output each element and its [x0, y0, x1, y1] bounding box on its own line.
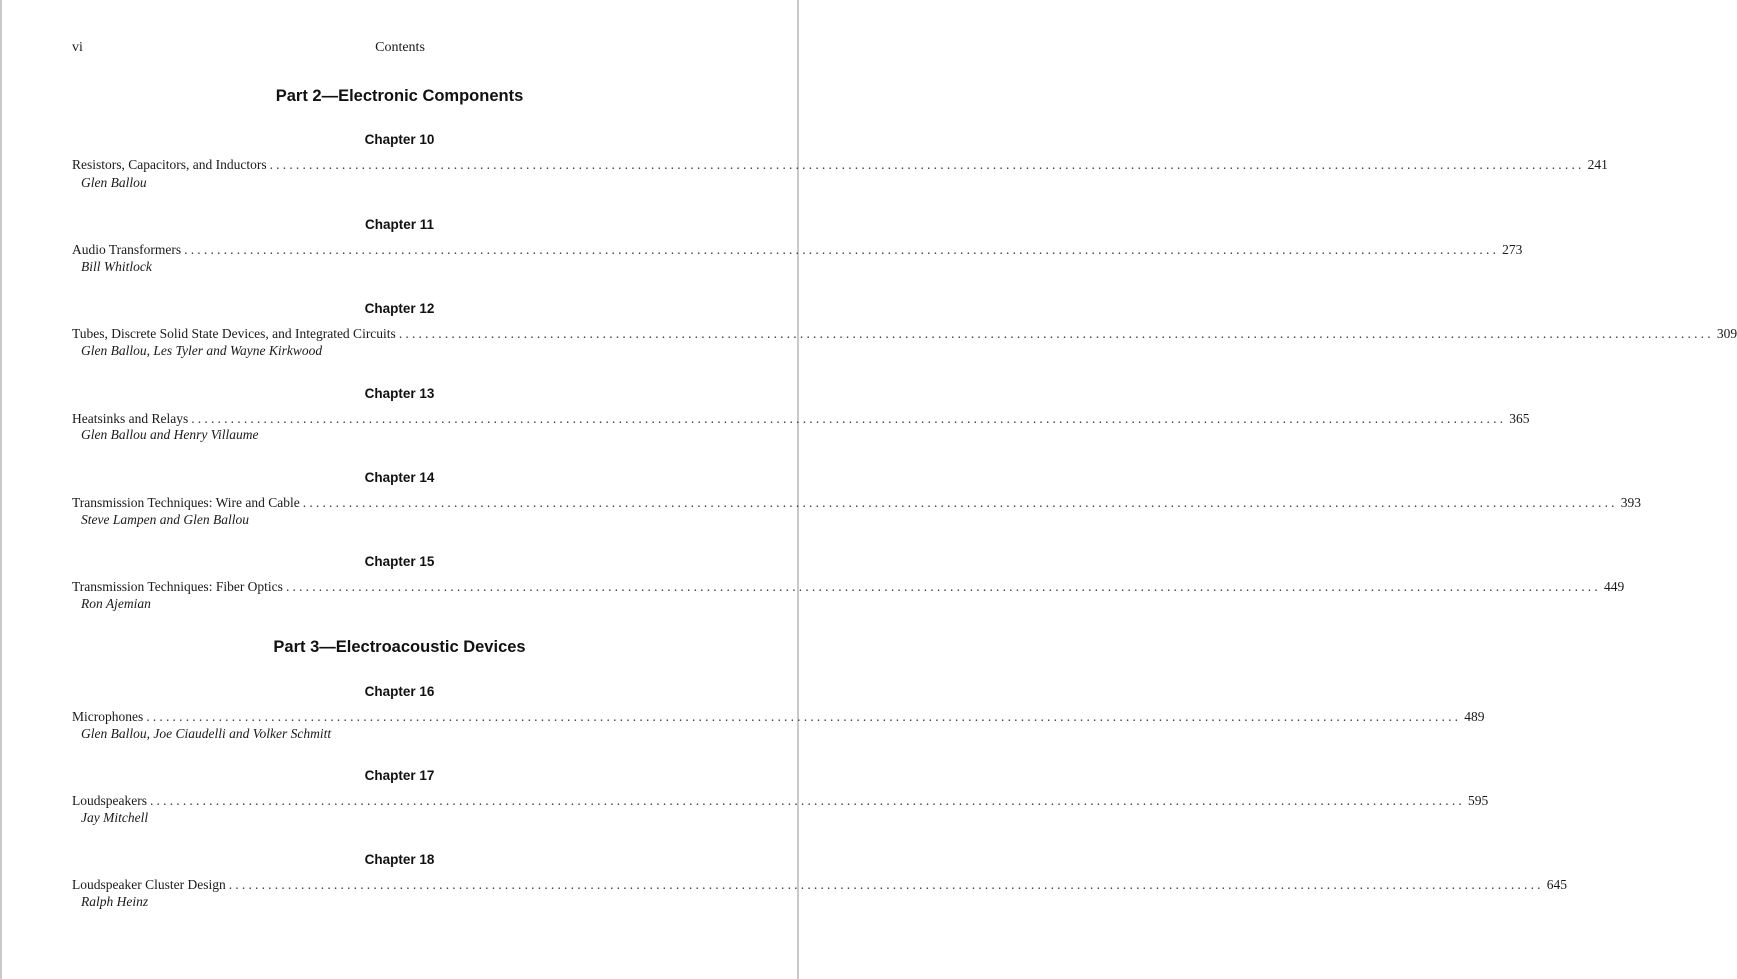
toc-entry-title: Transmission Techniques: Wire and Cable [72, 495, 300, 510]
toc-entry-page: 595 [1467, 793, 1489, 808]
toc-entry-page: 645 [1546, 877, 1567, 892]
toc-entry-title: Audio Transformers [72, 242, 182, 257]
dot-leader: ........................................................................................................................................................................................................ [269, 157, 1585, 172]
toc-entry[interactable] [72, 326, 1737, 344]
toc-entry-authors: Glen Ballou [81, 175, 147, 190]
toc-entry[interactable] [72, 157, 1608, 175]
toc-entry-page: 489 [1464, 709, 1485, 724]
dot-leader: ........................................................................................................................................................................................................ [146, 709, 1462, 724]
toc-entry-page: 273 [1502, 242, 1523, 257]
toc-entry-page: 309 [1716, 326, 1737, 341]
part-heading: Part 2—Electronic Components [275, 87, 524, 105]
dot-leader: ........................................................................................................................................................................................................ [184, 242, 1500, 257]
toc-entry[interactable] [72, 579, 1625, 597]
toc-entry-authors: Ralph Heinz [81, 894, 149, 909]
chapter-label: Chapter 18 [364, 852, 435, 867]
toc-entry[interactable] [72, 877, 1567, 895]
toc-entry-authors: Steve Lampen and Glen Ballou [81, 512, 249, 527]
chapter-label: Chapter 15 [364, 554, 435, 569]
toc-entry-title: Loudspeakers [72, 793, 147, 808]
dot-leader: ........................................................................................................................................................................................................ [191, 411, 1507, 426]
dot-leader: ........................................................................................................................................................................................................ [228, 877, 1544, 892]
chapter-label: Chapter 12 [364, 301, 435, 316]
toc-entry[interactable] [72, 793, 1489, 811]
dot-leader: ........................................................................................................................................................................................................ [398, 326, 1714, 341]
chapter-label: Chapter 16 [364, 684, 435, 699]
toc-entry[interactable] [72, 709, 1485, 727]
toc-entry[interactable] [72, 242, 1523, 260]
toc-entry-authors: Ron Ajemian [81, 596, 151, 611]
dot-leader: ........................................................................................................................................................................................................ [149, 793, 1465, 808]
toc-entry-page: 393 [1620, 495, 1641, 510]
chapter-label: Chapter 10 [364, 132, 435, 147]
toc-entry-title: Heatsinks and Relays [72, 411, 189, 426]
toc-entry-authors: Glen Ballou, Les Tyler and Wayne Kirkwood [81, 343, 323, 358]
toc-entry-title: Microphones [72, 709, 144, 724]
toc-entry[interactable] [72, 495, 1641, 513]
toc-entry-authors: Bill Whitlock [81, 259, 152, 274]
toc-entry-authors: Glen Ballou and Henry Villaume [81, 427, 259, 442]
chapter-label: Chapter 11 [364, 217, 435, 232]
toc-entry-page: 365 [1509, 411, 1530, 426]
dot-leader: ........................................................................................................................................................................................................ [302, 495, 1618, 510]
chapter-label: Chapter 17 [364, 768, 435, 783]
chapter-label: Chapter 13 [364, 386, 435, 401]
dot-leader: ........................................................................................................................................................................................................ [285, 579, 1601, 594]
toc-entry-authors: Jay Mitchell [81, 810, 149, 825]
running-head: Contents [375, 40, 425, 55]
page-header [72, 40, 728, 58]
toc-entry-title: Tubes, Discrete Solid State Devices, and Integrated Circuits [72, 326, 396, 341]
part-heading: Part 3—Electroacoustic Devices [273, 638, 526, 656]
toc-entry-title: Resistors, Capacitors, and Inductors [72, 157, 267, 172]
chapter-label: Chapter 14 [364, 470, 435, 485]
page-folio: vi [72, 40, 83, 55]
toc-entry-page: 449 [1603, 579, 1625, 594]
toc-entry-page: 241 [1587, 157, 1608, 172]
toc-entry-authors: Glen Ballou, Joe Ciaudelli and Volker Schmitt [81, 726, 332, 741]
toc-entry-title: Loudspeaker Cluster Design [72, 877, 226, 892]
toc-entry-title: Transmission Techniques: Fiber Optics [72, 579, 283, 594]
